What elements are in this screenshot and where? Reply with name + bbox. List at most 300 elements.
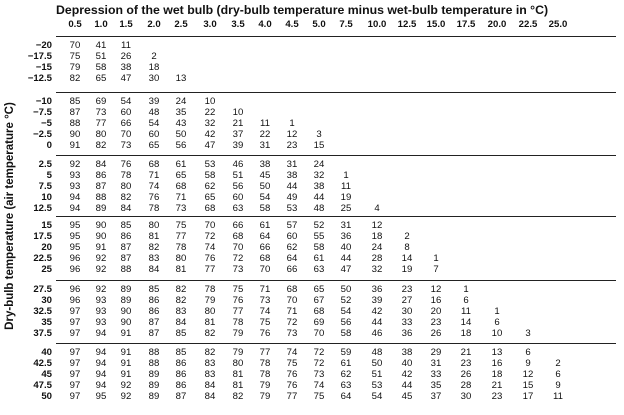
table-cell: 83 bbox=[175, 305, 187, 317]
table-cell: 58 bbox=[313, 241, 325, 253]
table-cell: 91 bbox=[95, 241, 107, 253]
table-cell: 81 bbox=[148, 230, 160, 242]
table-cell: 56 bbox=[175, 139, 187, 151]
group-rule bbox=[56, 343, 616, 344]
table-cell: 66 bbox=[286, 263, 298, 275]
table-cell: 21 bbox=[491, 379, 503, 391]
table-cell: 89 bbox=[120, 284, 132, 295]
row-label: 47.5 bbox=[33, 379, 52, 391]
table-cell: 84 bbox=[175, 316, 187, 328]
table-cell: 74 bbox=[286, 347, 298, 358]
table-cell: 41 bbox=[95, 40, 107, 51]
column-header: 5.0 bbox=[312, 19, 326, 30]
table-cell: 84 bbox=[204, 390, 216, 402]
table-cell: 86 bbox=[175, 379, 187, 391]
table-cell: 38 bbox=[259, 159, 271, 170]
table-cell: 87 bbox=[95, 180, 107, 192]
table-cell: 93 bbox=[95, 294, 107, 306]
table-cell: 64 bbox=[259, 230, 271, 242]
table-cell: 83 bbox=[148, 252, 160, 264]
table-cell: 78 bbox=[204, 284, 216, 295]
table-cell: 3 bbox=[525, 327, 531, 339]
table-cell: 78 bbox=[259, 368, 271, 380]
table-cell: 77 bbox=[232, 305, 244, 317]
table-cell: 31 bbox=[430, 357, 442, 369]
table-cell: 71 bbox=[259, 284, 271, 295]
row-label: 12.5 bbox=[33, 202, 52, 214]
table-cell: 31 bbox=[259, 139, 271, 151]
table-cell: 26 bbox=[460, 368, 472, 380]
table-cell: 32 bbox=[204, 117, 216, 129]
table-cell: 47 bbox=[120, 72, 132, 84]
table-cell: 82 bbox=[95, 139, 107, 151]
table-cell: 94 bbox=[95, 347, 107, 358]
row-label: 30 bbox=[41, 294, 52, 306]
table-cell: 90 bbox=[120, 305, 132, 317]
table-cell: 28 bbox=[460, 379, 472, 391]
table-cell: 42 bbox=[401, 368, 413, 380]
table-cell: 68 bbox=[204, 202, 216, 214]
table-cell: 23 bbox=[401, 284, 413, 295]
table-cell: 50 bbox=[259, 180, 271, 192]
row-label: 45 bbox=[41, 368, 52, 380]
table-cell: 89 bbox=[148, 368, 160, 380]
table-cell: 1 bbox=[463, 284, 469, 295]
row-label: 35 bbox=[41, 316, 52, 328]
table-cell: 65 bbox=[148, 139, 160, 151]
table-cell: 57 bbox=[286, 220, 298, 231]
row-label: −7.5 bbox=[33, 106, 52, 118]
row-label: 50 bbox=[41, 390, 52, 402]
table-cell: 14 bbox=[401, 252, 413, 264]
table-cell: 38 bbox=[286, 169, 298, 181]
row-label: −2.5 bbox=[33, 128, 52, 140]
table-cell: 89 bbox=[148, 379, 160, 391]
row-label: −17.5 bbox=[27, 50, 52, 62]
table-cell: 78 bbox=[259, 357, 271, 369]
table-cell: 58 bbox=[95, 61, 107, 73]
table-cell: 89 bbox=[148, 390, 160, 402]
table-cell: 81 bbox=[232, 379, 244, 391]
table-cell: 8 bbox=[404, 241, 410, 253]
table-cell: 91 bbox=[120, 368, 132, 380]
table-cell: 52 bbox=[340, 294, 352, 306]
table-cell: 18 bbox=[148, 61, 160, 73]
table-cell: 71 bbox=[175, 191, 187, 203]
table-cell: 92 bbox=[95, 263, 107, 275]
table-cell: 6 bbox=[494, 316, 500, 328]
table-cell: 61 bbox=[175, 159, 187, 170]
table-cell: 85 bbox=[175, 327, 187, 339]
table-cell: 1 bbox=[494, 305, 500, 317]
table-cell: 76 bbox=[259, 327, 271, 339]
table-cell: 69 bbox=[313, 316, 325, 328]
table-cell: 42 bbox=[371, 305, 383, 317]
table-cell: 79 bbox=[259, 379, 271, 391]
table-cell: 82 bbox=[175, 284, 187, 295]
table-cell: 39 bbox=[232, 139, 244, 151]
column-header: 7.5 bbox=[339, 19, 353, 30]
table-cell: 54 bbox=[371, 390, 383, 402]
table-cell: 65 bbox=[204, 191, 216, 203]
table-cell: 26 bbox=[120, 50, 132, 62]
table-cell: 84 bbox=[95, 159, 107, 170]
table-cell: 18 bbox=[491, 368, 503, 380]
table-cell: 15 bbox=[313, 139, 325, 151]
table-cell: 97 bbox=[69, 357, 81, 369]
table-cell: 93 bbox=[69, 180, 81, 192]
table-cell: 38 bbox=[313, 180, 325, 192]
table-cell: 36 bbox=[371, 284, 383, 295]
table-cell: 12 bbox=[430, 284, 442, 295]
table-cell: 94 bbox=[95, 357, 107, 369]
table-cell: 70 bbox=[313, 327, 325, 339]
table-cell: 79 bbox=[204, 294, 216, 306]
table-cell: 66 bbox=[120, 117, 132, 129]
table-cell: 81 bbox=[204, 316, 216, 328]
table-cell: 74 bbox=[148, 180, 160, 192]
table-cell: 7 bbox=[433, 263, 439, 275]
table-cell: 77 bbox=[95, 117, 107, 129]
table-cell: 46 bbox=[371, 327, 383, 339]
table-cell: 46 bbox=[232, 159, 244, 170]
table-cell: 76 bbox=[286, 368, 298, 380]
table-cell: 11 bbox=[553, 390, 563, 402]
row-label: 25 bbox=[41, 263, 52, 275]
table-cell: 72 bbox=[313, 347, 325, 358]
table-cell: 47 bbox=[204, 139, 216, 151]
table-cell: 95 bbox=[95, 390, 107, 402]
table-cell: 51 bbox=[95, 50, 107, 62]
table-cell: 82 bbox=[204, 327, 216, 339]
table-cell: 78 bbox=[120, 169, 132, 181]
table-cell: 82 bbox=[69, 72, 81, 84]
table-cell: 9 bbox=[525, 357, 531, 369]
table-cell: 97 bbox=[69, 368, 81, 380]
table-cell: 33 bbox=[430, 368, 442, 380]
table-cell: 65 bbox=[313, 284, 325, 295]
table-cell: 68 bbox=[286, 284, 298, 295]
table-cell: 23 bbox=[460, 357, 472, 369]
table-cell: 37 bbox=[232, 128, 244, 140]
table-cell: 88 bbox=[148, 357, 160, 369]
table-cell: 45 bbox=[401, 390, 413, 402]
table-cell: 72 bbox=[286, 316, 298, 328]
table-cell: 21 bbox=[232, 117, 244, 129]
table-cell: 86 bbox=[148, 305, 160, 317]
table-cell: 38 bbox=[120, 61, 132, 73]
table-cell: 84 bbox=[148, 263, 160, 275]
table-cell: 60 bbox=[148, 128, 160, 140]
column-header: 25.0 bbox=[548, 19, 568, 30]
table-cell: 73 bbox=[95, 106, 107, 118]
table-cell: 82 bbox=[120, 191, 132, 203]
table-cell: 32 bbox=[313, 169, 325, 181]
table-cell: 36 bbox=[401, 327, 413, 339]
table-cell: 97 bbox=[69, 379, 81, 391]
table-cell: 65 bbox=[95, 72, 107, 84]
column-header: 4.5 bbox=[285, 19, 299, 30]
table-cell: 27 bbox=[401, 294, 413, 306]
table-cell: 10 bbox=[204, 96, 216, 107]
row-label: −10 bbox=[35, 96, 52, 107]
table-cell: 76 bbox=[286, 379, 298, 391]
table-cell: 18 bbox=[460, 327, 472, 339]
table-cell: 61 bbox=[259, 220, 271, 231]
table-cell: 92 bbox=[69, 159, 81, 170]
table-cell: 80 bbox=[232, 357, 244, 369]
table-cell: 16 bbox=[430, 294, 442, 306]
table-cell: 62 bbox=[286, 241, 298, 253]
table-cell: 15 bbox=[522, 379, 534, 391]
table-cell: 53 bbox=[371, 379, 383, 391]
table-cell: 73 bbox=[259, 294, 271, 306]
table-cell: 11 bbox=[121, 40, 131, 51]
table-cell: 38 bbox=[401, 347, 413, 358]
table-cell: 90 bbox=[95, 220, 107, 231]
table-cell: 2 bbox=[555, 357, 561, 369]
table-cell: 96 bbox=[69, 284, 81, 295]
table-cell: 45 bbox=[259, 169, 271, 181]
table-cell: 61 bbox=[340, 357, 352, 369]
table-cell: 68 bbox=[148, 159, 160, 170]
table-cell: 91 bbox=[120, 357, 132, 369]
table-cell: 84 bbox=[120, 202, 132, 214]
y-axis-label: Dry-bulb temperature (air temperature °C) bbox=[4, 102, 16, 330]
table-cell: 86 bbox=[148, 294, 160, 306]
table-cell: 79 bbox=[232, 327, 244, 339]
table-cell: 96 bbox=[69, 263, 81, 275]
table-cell: 81 bbox=[175, 263, 187, 275]
table-cell: 77 bbox=[286, 390, 298, 402]
table-cell: 66 bbox=[232, 220, 244, 231]
table-cell: 68 bbox=[232, 230, 244, 242]
table-cell: 12 bbox=[371, 220, 383, 231]
table-cell: 90 bbox=[120, 316, 132, 328]
table-cell: 63 bbox=[313, 263, 325, 275]
table-cell: 72 bbox=[232, 252, 244, 264]
table-cell: 30 bbox=[401, 305, 413, 317]
table-cell: 61 bbox=[313, 252, 325, 264]
table-cell: 1 bbox=[433, 252, 439, 264]
table-cell: 26 bbox=[430, 327, 442, 339]
row-label: 15 bbox=[41, 220, 52, 231]
table-cell: 50 bbox=[340, 284, 352, 295]
table-cell: 44 bbox=[286, 180, 298, 192]
table-cell: 60 bbox=[232, 191, 244, 203]
table-cell: 60 bbox=[286, 230, 298, 242]
table-cell: 64 bbox=[286, 252, 298, 264]
column-header: 3.0 bbox=[203, 19, 217, 30]
table-cell: 85 bbox=[175, 347, 187, 358]
column-header: 12.5 bbox=[397, 19, 417, 30]
table-cell: 85 bbox=[148, 284, 160, 295]
table-cell: 94 bbox=[95, 368, 107, 380]
table-cell: 96 bbox=[69, 252, 81, 264]
column-header: 15.0 bbox=[426, 19, 446, 30]
table-cell: 70 bbox=[204, 220, 216, 231]
table-cell: 58 bbox=[204, 169, 216, 181]
table-cell: 12 bbox=[522, 368, 534, 380]
table-cell: 42 bbox=[204, 128, 216, 140]
table-cell: 65 bbox=[175, 169, 187, 181]
table-cell: 80 bbox=[204, 305, 216, 317]
row-label: 40 bbox=[41, 347, 52, 358]
table-cell: 24 bbox=[371, 241, 383, 253]
table-cell: 97 bbox=[69, 316, 81, 328]
table-cell: 78 bbox=[148, 202, 160, 214]
table-cell: 17 bbox=[522, 390, 534, 402]
table-cell: 51 bbox=[371, 368, 383, 380]
row-label: −5 bbox=[41, 117, 52, 129]
table-cell: 73 bbox=[175, 202, 187, 214]
table-cell: 75 bbox=[286, 357, 298, 369]
table-cell: 10 bbox=[491, 327, 503, 339]
table-cell: 95 bbox=[69, 230, 81, 242]
table-cell: 80 bbox=[120, 180, 132, 192]
table-cell: 87 bbox=[120, 252, 132, 264]
column-header: 4.0 bbox=[258, 19, 272, 30]
table-cell: 78 bbox=[175, 241, 187, 253]
table-cell: 95 bbox=[69, 220, 81, 231]
table-cell: 82 bbox=[175, 294, 187, 306]
table-cell: 74 bbox=[204, 241, 216, 253]
table-cell: 16 bbox=[491, 357, 503, 369]
table-cell: 79 bbox=[232, 347, 244, 358]
table-cell: 73 bbox=[232, 263, 244, 275]
table-cell: 72 bbox=[204, 230, 216, 242]
table-cell: 37 bbox=[430, 390, 442, 402]
column-header: 1.5 bbox=[119, 19, 133, 30]
table-cell: 32 bbox=[371, 263, 383, 275]
table-cell: 74 bbox=[259, 305, 271, 317]
row-label: 37.5 bbox=[33, 327, 52, 339]
table-cell: 54 bbox=[259, 191, 271, 203]
table-cell: 87 bbox=[120, 241, 132, 253]
table-cell: 87 bbox=[148, 327, 160, 339]
table-cell: 66 bbox=[259, 241, 271, 253]
table-cell: 36 bbox=[340, 230, 352, 242]
table-cell: 28 bbox=[371, 252, 383, 264]
table-cell: 23 bbox=[430, 316, 442, 328]
table-cell: 29 bbox=[430, 347, 442, 358]
table-cell: 82 bbox=[148, 241, 160, 253]
row-label: 10 bbox=[41, 191, 52, 203]
table-cell: 23 bbox=[286, 139, 298, 151]
table-cell: 68 bbox=[175, 180, 187, 192]
table-cell: 19 bbox=[401, 263, 413, 275]
table-cell: 10 bbox=[232, 106, 244, 118]
table-cell: 78 bbox=[232, 316, 244, 328]
table-cell: 94 bbox=[95, 379, 107, 391]
table-cell: 88 bbox=[148, 347, 160, 358]
table-cell: 63 bbox=[340, 379, 352, 391]
table-cell: 23 bbox=[491, 390, 503, 402]
row-label: −20 bbox=[35, 40, 52, 51]
table-cell: 2 bbox=[404, 230, 410, 242]
table-cell: 44 bbox=[340, 252, 352, 264]
table-cell: 67 bbox=[313, 294, 325, 306]
table-cell: 73 bbox=[120, 139, 132, 151]
table-cell: 22 bbox=[204, 106, 216, 118]
table-cell: 24 bbox=[175, 96, 187, 107]
table-cell: 50 bbox=[371, 357, 383, 369]
table-cell: 30 bbox=[148, 72, 160, 84]
table-cell: 92 bbox=[95, 284, 107, 295]
table-cell: 75 bbox=[313, 390, 325, 402]
table-cell: 77 bbox=[204, 263, 216, 275]
column-header: 3.5 bbox=[231, 19, 245, 30]
table-cell: 92 bbox=[120, 390, 132, 402]
table-cell: 80 bbox=[175, 252, 187, 264]
table-cell: 60 bbox=[120, 106, 132, 118]
table-cell: 13 bbox=[491, 347, 503, 358]
row-label: 7.5 bbox=[38, 180, 52, 192]
column-header: 2.5 bbox=[174, 19, 188, 30]
table-cell: 24 bbox=[313, 159, 325, 170]
table-cell: 77 bbox=[259, 347, 271, 358]
table-cell: 21 bbox=[460, 347, 472, 358]
table-cell: 87 bbox=[69, 106, 81, 118]
table-cell: 90 bbox=[69, 128, 81, 140]
table-cell: 47 bbox=[340, 263, 352, 275]
table-cell: 85 bbox=[69, 96, 81, 107]
table-cell: 62 bbox=[340, 368, 352, 380]
table-cell: 9 bbox=[555, 379, 561, 391]
table-cell: 75 bbox=[232, 284, 244, 295]
table-cell: 44 bbox=[371, 316, 383, 328]
table-cell: 55 bbox=[313, 230, 325, 242]
table-cell: 30 bbox=[460, 390, 472, 402]
table-cell: 48 bbox=[371, 347, 383, 358]
table-cell: 22 bbox=[259, 128, 271, 140]
table-cell: 70 bbox=[232, 241, 244, 253]
table-cell: 71 bbox=[286, 305, 298, 317]
table-cell: 53 bbox=[286, 202, 298, 214]
row-label: −12.5 bbox=[27, 72, 52, 84]
table-cell: 39 bbox=[371, 294, 383, 306]
table-cell: 59 bbox=[340, 347, 352, 358]
table-cell: 83 bbox=[204, 368, 216, 380]
table-cell: 1 bbox=[289, 117, 295, 129]
table-cell: 54 bbox=[340, 305, 352, 317]
table-cell: 79 bbox=[69, 61, 81, 73]
table-cell: 74 bbox=[313, 379, 325, 391]
table-cell: 87 bbox=[148, 316, 160, 328]
table-cell: 50 bbox=[175, 128, 187, 140]
table-cell: 97 bbox=[69, 390, 81, 402]
table-cell: 54 bbox=[120, 96, 132, 107]
table-cell: 79 bbox=[259, 390, 271, 402]
table-cell: 82 bbox=[232, 390, 244, 402]
table-cell: 6 bbox=[555, 368, 561, 380]
table-cell: 39 bbox=[148, 96, 160, 107]
table-cell: 52 bbox=[313, 220, 325, 231]
table-cell: 43 bbox=[175, 117, 187, 129]
table-cell: 6 bbox=[525, 347, 531, 358]
row-label: 32.5 bbox=[33, 305, 52, 317]
table-cell: 94 bbox=[69, 202, 81, 214]
table-cell: 48 bbox=[148, 106, 160, 118]
table-cell: 84 bbox=[204, 379, 216, 391]
group-rule bbox=[56, 155, 616, 156]
table-cell: 89 bbox=[120, 294, 132, 306]
row-label: 5 bbox=[46, 169, 52, 181]
table-cell: 2 bbox=[151, 50, 157, 62]
table-cell: 97 bbox=[69, 327, 81, 339]
table-cell: 35 bbox=[430, 379, 442, 391]
table-cell: 11 bbox=[341, 180, 351, 192]
